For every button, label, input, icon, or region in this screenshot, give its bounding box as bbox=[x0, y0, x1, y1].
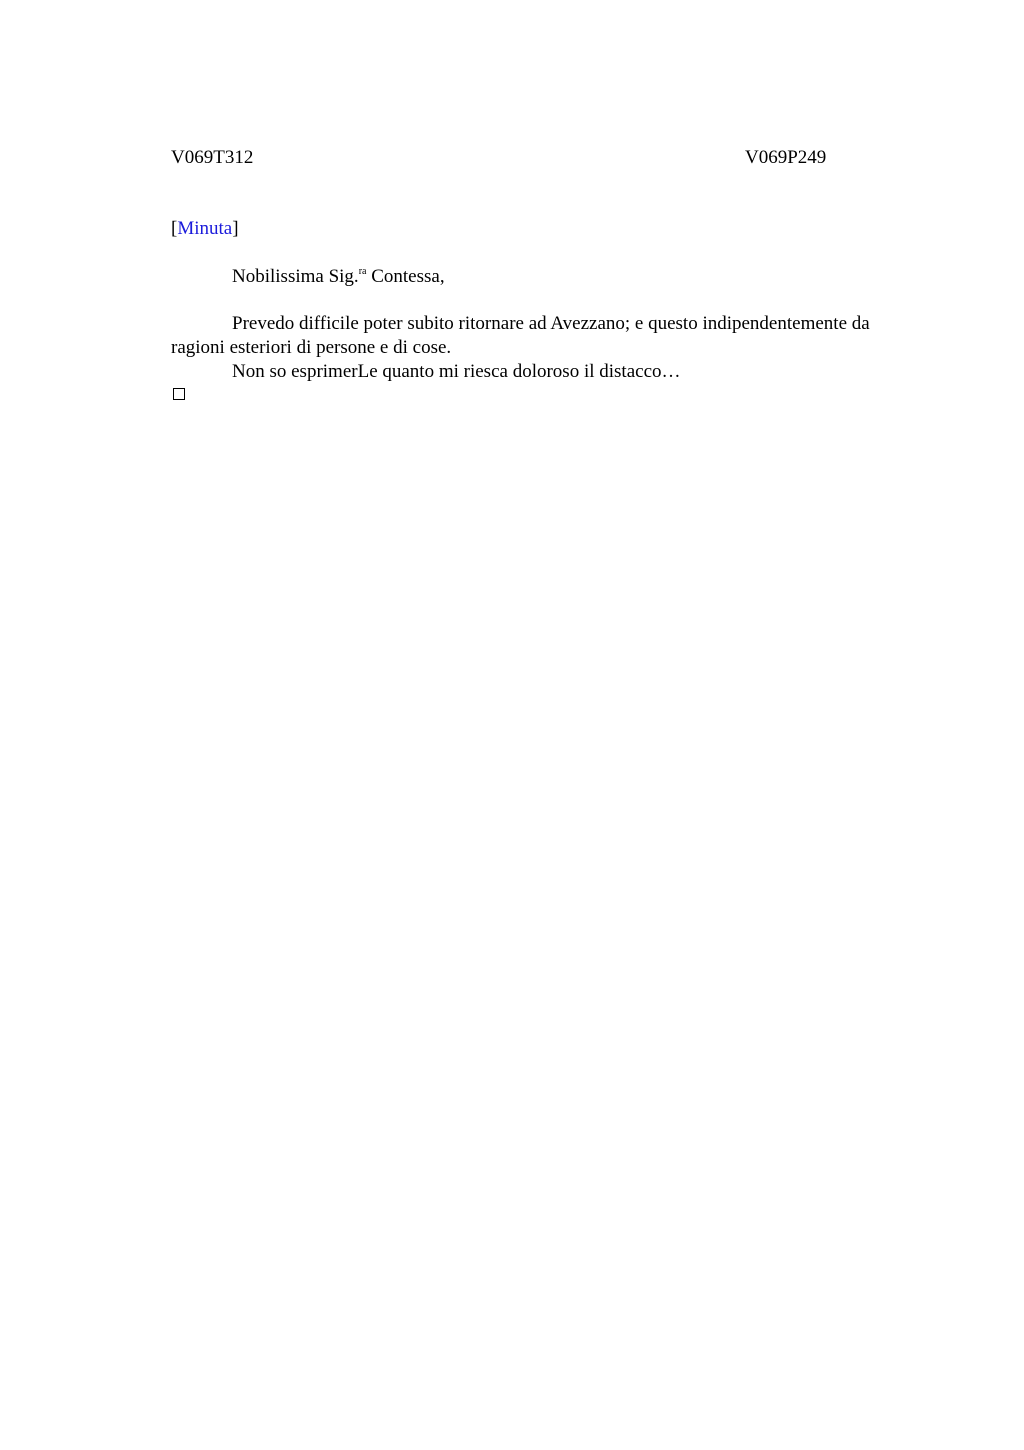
minuta-link[interactable]: Minuta bbox=[177, 218, 233, 239]
close-bracket: ] bbox=[232, 218, 239, 239]
empty-square-icon bbox=[173, 388, 185, 400]
salutation-name: Contessa, bbox=[366, 266, 445, 287]
document-code-right: V069P249 bbox=[745, 147, 827, 168]
salutation-superscript: ra bbox=[358, 266, 367, 277]
letter-paragraph: Non so esprimerLe quanto mi riesca doloroso il distacco… bbox=[232, 361, 681, 382]
minuta-note bbox=[171, 217, 239, 241]
letter-salutation bbox=[232, 265, 445, 289]
open-bracket: [ bbox=[171, 218, 178, 239]
letter-paragraph: Prevedo difficile poter subito ritornare ad Avezzano; e questo indipendentemente da ragioni esteriori di persone e di cose. bbox=[171, 313, 870, 358]
salutation-text: Nobilissima Sig. bbox=[232, 266, 359, 287]
document-code-left: V069T312 bbox=[171, 147, 254, 168]
letter-body bbox=[171, 312, 911, 384]
